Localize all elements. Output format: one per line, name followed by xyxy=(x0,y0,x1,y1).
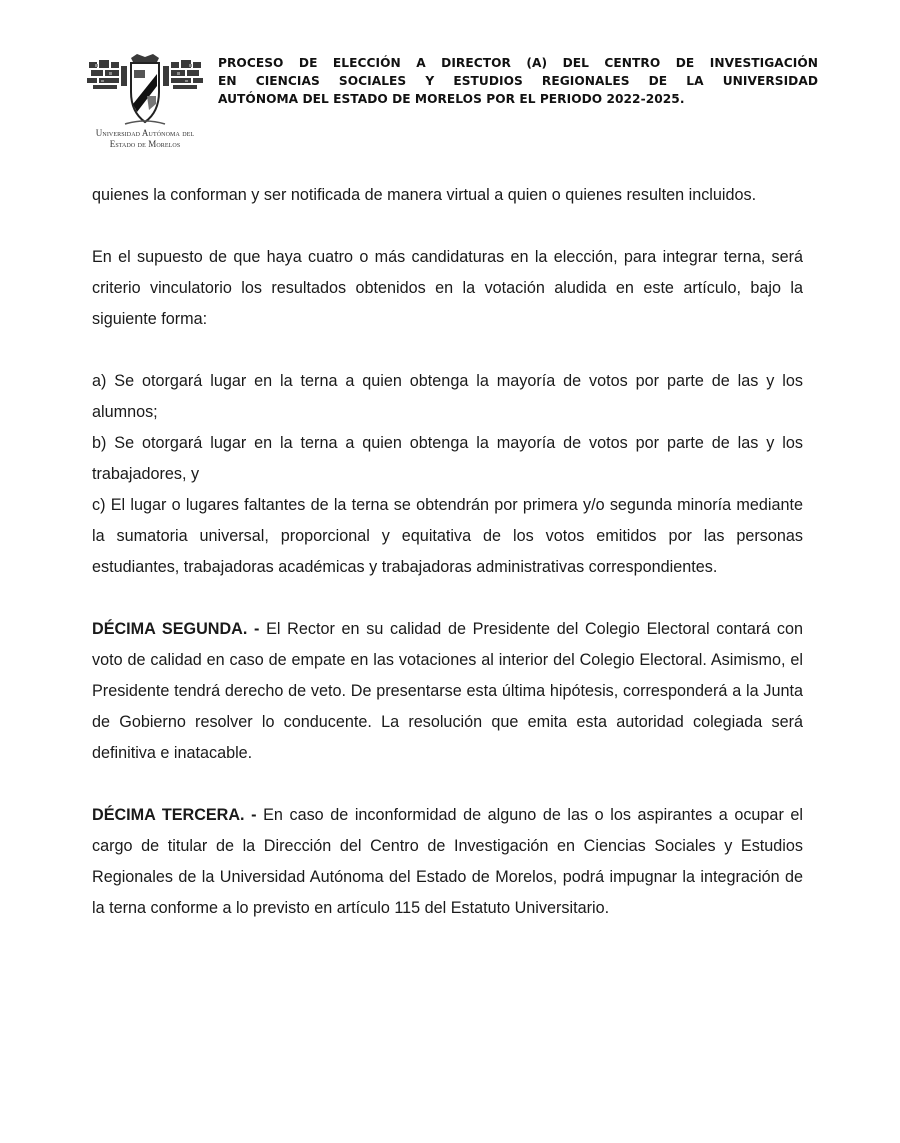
list-item-c: c) El lugar o lugares faltantes de la terna se obtendrán por primera y/o segunda minoría mediante la sumatoria universal, proporcional y equitativa de los votos emitidos por las personas estudiantes, trabajadoras académicas y trabajadoras administrativas correspondientes. xyxy=(92,496,803,576)
university-crest-icon xyxy=(85,52,205,128)
clause-decima-segunda xyxy=(92,614,803,769)
page-header xyxy=(80,52,820,152)
clause-decima-segunda-heading: DÉCIMA SEGUNDA. - xyxy=(92,620,260,638)
logo-caption-line-1: Universidad Autónoma del xyxy=(95,128,195,138)
list-item-a: a) Se otorgará lugar en la terna a quien obtenga la mayoría de votos por parte de las y los alumnos; xyxy=(92,372,803,421)
title-line-1: PROCESO DE ELECCIÓN A DIRECTOR (A) DEL CENTRO DE INVESTIGACIÓN xyxy=(218,56,818,70)
paragraph-continuation: quienes la conforman y ser notificada de manera virtual a quien o quienes resulten incluidos. xyxy=(92,186,757,204)
title-line-2: EN CIENCIAS SOCIALES Y ESTUDIOS REGIONALES DE LA UNIVERSIDAD xyxy=(218,74,818,88)
clause-decima-tercera-text: En caso de inconformidad de alguno de las o los aspirantes a ocupar el cargo de titular de la Dirección del Centro de Investigación en Ciencias Sociales y Estudios Regionales de la Universidad Autónoma del Estado de Morelos, podrá impugnar la integración de la terna conforme a lo previsto en artículo 115 del Estatuto Universitario. xyxy=(92,806,804,917)
logo-caption xyxy=(80,128,210,150)
document-title xyxy=(218,54,818,108)
clause-decima-tercera xyxy=(92,800,803,924)
title-line-3: AUTÓNOMA DEL ESTADO DE MORELOS POR EL PERIODO 2022-2025. xyxy=(218,92,685,106)
paragraph-candidaturas: En el supuesto de que haya cuatro o más candidaturas en la elección, para integrar terna, será criterio vinculatorio los resultados obtenidos en la votación aludida en este artículo, bajo la siguiente forma: xyxy=(92,248,803,328)
logo-caption-line-2: Estado de Morelos xyxy=(109,139,181,149)
clause-decima-segunda-text: El Rector en su calidad de Presidente del Colegio Electoral contará con voto de calidad en caso de empate en las votaciones al interior del Colegio Electoral. Asimismo, el Presidente tendrá derecho de veto. De presentarse esta última hipótesis, corresponderá a la Junta de Gobierno resolver lo conducente. La resolución que emita esta autoridad colegiada será definitiva e inatacable. xyxy=(92,620,803,762)
university-logo xyxy=(80,52,210,152)
list-item-b: b) Se otorgará lugar en la terna a quien obtenga la mayoría de votos por parte de las y los trabajadores, y xyxy=(92,434,803,483)
clause-decima-tercera-heading: DÉCIMA TERCERA. - xyxy=(92,806,257,824)
document-body xyxy=(92,180,803,924)
